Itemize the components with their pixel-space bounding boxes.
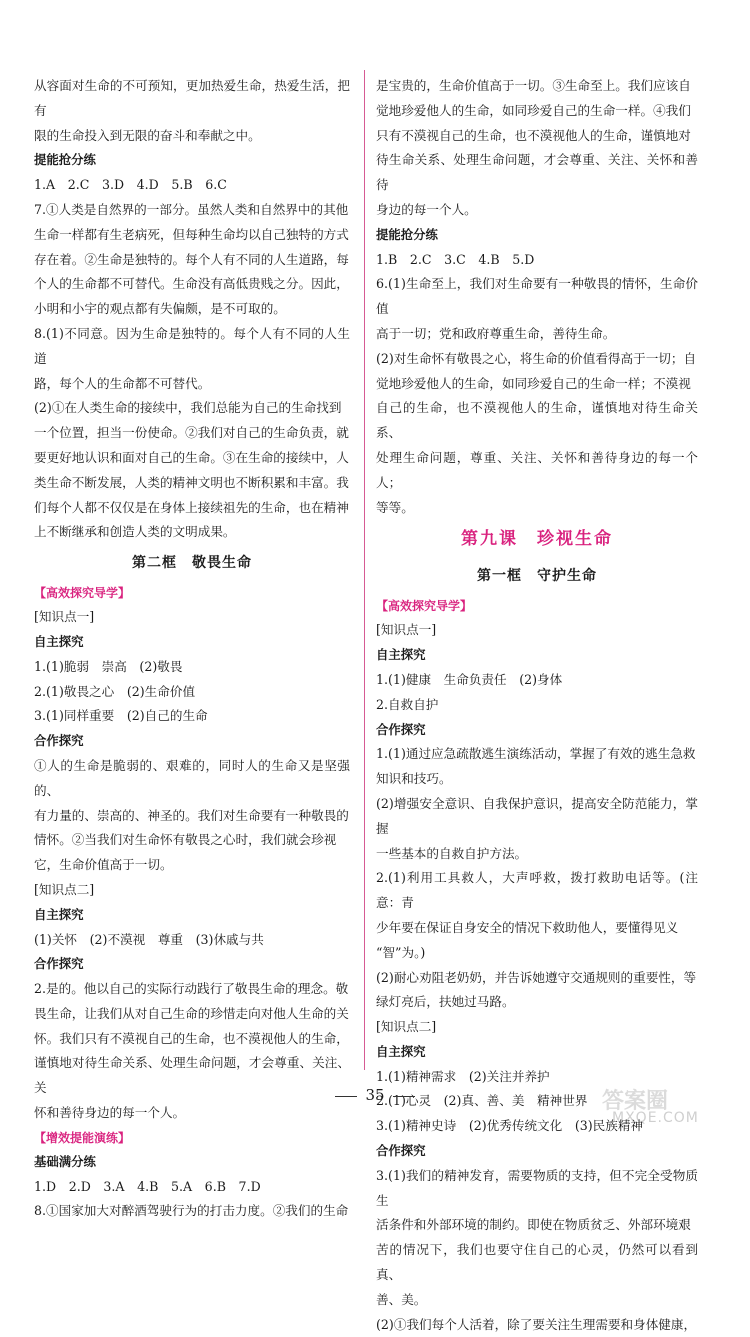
- text-line: (2)对生命怀有敬畏之心，将生命的价值看得高于一切；自: [376, 350, 697, 366]
- text-line: 8.(1)不同意。因为生命是独特的。每个人有不同的人生道: [34, 325, 350, 366]
- text-line: 它，生命价值高于一切。: [34, 857, 173, 873]
- section-tag: 【高效探究导学】: [34, 586, 131, 601]
- text-line: 苦的情况下，我们也要守住自己的心灵，仍然可以看到真、: [376, 1242, 698, 1283]
- text-line: 有力量的、崇高的、神圣的。我们对生命要有一种敬畏的: [34, 807, 349, 823]
- watermark-text: MXQE.COM: [612, 1110, 699, 1126]
- section-tag: 【高效探究导学】: [376, 599, 473, 614]
- text-line: 生命一样都有生老病死，但每种生命均以自己独特的方式: [34, 226, 349, 242]
- text-line: 绿灯亮后，扶她过马路。: [376, 994, 515, 1010]
- text-line: 1.(1)通过应急疏散逃生演练活动，掌握了有效的逃生急救: [376, 746, 696, 762]
- text-line: 谨慎地对待生命关系、处理生命问题，才会尊重、关注、关: [34, 1055, 350, 1096]
- text-line: 活条件和外部环境的制约。即使在物质贫乏、外部环境艰: [376, 1217, 691, 1233]
- text-line: 们每个人都不仅仅是在身体上接续祖先的生命，也在精神: [34, 499, 349, 515]
- text-line: 1.B 2.C 3.C 4.B 5.D: [376, 251, 535, 267]
- text-line: 上不断继承和创造人类的文明成果。: [34, 524, 236, 540]
- text-line: 1.A 2.C 3.D 4.D 5.B 6.C: [34, 177, 227, 193]
- section-label: 合作探究: [376, 721, 426, 737]
- section-label: 基础满分练: [34, 1153, 96, 1169]
- text-line: 2.是的。他以自己的实际行动践行了敬畏生命的理念。敬: [34, 981, 349, 997]
- column-divider: [364, 70, 365, 1070]
- text-line: 自己的生命，也不漠视他人的生命，谨慎地对待生命关系、: [376, 400, 698, 441]
- text-line: ①人的生命是脆弱的、艰难的，同时人的生命又是坚强的、: [34, 757, 350, 798]
- text-line: 高于一切；党和政府尊重生命，善待生命。: [376, 325, 616, 341]
- section-tag: 【增效提能演练】: [34, 1130, 131, 1145]
- text-line: (2)耐心劝阻老奶奶，并告诉她遵守交通规则的重要性，等: [376, 969, 697, 985]
- page-number-dash-right: [393, 1096, 415, 1097]
- knowledge-point-label: [知识点二]: [376, 1019, 437, 1035]
- text-line: 一个位置，担当一份使命。②我们对自己的生命负责，就: [34, 425, 349, 441]
- text-line: (2)①在人类生命的接续中，我们总能为自己的生命找到: [34, 400, 342, 416]
- section-label: 自主探究: [34, 906, 84, 922]
- text-line: 怀和善待身边的每一个人。: [34, 1105, 186, 1121]
- section-label: 提能抢分练: [34, 152, 96, 168]
- text-line: 8.①国家加大对醉酒驾驶行为的打击力度。②我们的生命: [34, 1203, 349, 1219]
- text-line: (2)①我们每个人活着，除了要关注生理需要和身体健康，: [376, 1316, 697, 1332]
- subsection-heading: 第二框 敬畏生命: [132, 555, 252, 572]
- text-line: 2.(1)心灵 (2)真、善、美 精神世界: [376, 1093, 588, 1109]
- section-label: 合作探究: [376, 1143, 426, 1159]
- text-line: 情怀。②当我们对生命怀有敬畏之心时，我们就会珍视: [34, 832, 337, 848]
- text-line: 觉地珍爱他人的生命，如同珍爱自己的生命一样。④我们: [376, 102, 691, 118]
- text-line: 3.(1)同样重要 (2)自己的生命: [34, 708, 208, 724]
- text-line: 待生命关系、处理生命问题，才会尊重、关注、关怀和善待: [376, 152, 698, 193]
- text-line: 个人的生命都不可替代。生命没有高低贵贱之分。因此，: [34, 276, 349, 292]
- text-line: 1.D 2.D 3.A 4.B 5.A 6.B 7.D: [34, 1178, 261, 1194]
- text-line: 少年要在保证自身安全的情况下救助他人，要懂得见义: [376, 919, 679, 935]
- text-line: “智”为。): [376, 944, 426, 960]
- text-line: 2.自救自护: [376, 696, 439, 712]
- watermark-logo: 答案圈: [602, 1089, 669, 1114]
- knowledge-point-label: [知识点二]: [34, 881, 95, 897]
- text-line: 类生命不断发展，人类的精神文明也不断积累和丰富。我: [34, 474, 349, 490]
- text-line: 要更好地认识和面对自己的生命。③在生命的接续中，人: [34, 449, 349, 465]
- text-line: 小明和小宇的观点都有失偏颇，是不可取的。: [34, 301, 286, 317]
- text-line: 处理生命问题，尊重、关注、关怀和善待身边的每一个人；: [376, 449, 698, 490]
- text-line: 只有不漠视自己的生命，也不漠视他人的生命，谨慎地对: [376, 127, 691, 143]
- text-line: 1.(1)脆弱 崇高 (2)敬畏: [34, 658, 183, 674]
- section-label: 合作探究: [34, 733, 84, 749]
- text-line: 畏生命，让我们从对自己生命的珍惜走向对他人生命的关: [34, 1005, 349, 1021]
- text-line: 2.(1)敬畏之心 (2)生命价值: [34, 683, 196, 699]
- text-line: 路，每个人的生命都不可替代。: [34, 375, 211, 391]
- text-line: 存在着。②生命是独特的。每个人有不同的人生道路，每: [34, 251, 349, 267]
- text-line: 1.(1)精神需求 (2)关注并养护: [376, 1068, 550, 1084]
- section-label: 自主探究: [376, 647, 426, 663]
- section-label: 提能抢分练: [376, 226, 438, 242]
- text-line: 知识和技巧。: [376, 771, 452, 787]
- right-column: [376, 74, 698, 1337]
- section-label: 自主探究: [34, 633, 84, 649]
- text-line: 等等。: [376, 499, 414, 515]
- text-line: 3.(1)精神史诗 (2)优秀传统文化 (3)民族精神: [376, 1118, 644, 1134]
- lesson-heading: 第九课 珍视生命: [461, 529, 613, 550]
- knowledge-point-label: [知识点一]: [34, 609, 95, 625]
- text-line: 7.①人类是自然界的一部分。虽然人类和自然界中的其他: [34, 201, 349, 217]
- text-line: (2)增强安全意识、自我保护意识，提高安全防范能力，掌握: [376, 795, 698, 836]
- text-line: 是宝贵的，生命价值高于一切。③生命至上。我们应该自: [376, 78, 691, 93]
- text-line: 善、美。: [376, 1291, 427, 1307]
- text-line: 3.(1)我们的精神发育，需要物质的支持，但不完全受物质生: [376, 1167, 698, 1208]
- text-line: 从容面对生命的不可预知，更加热爱生命，热爱生活，把有: [34, 78, 350, 118]
- section-label: 自主探究: [376, 1043, 426, 1059]
- text-line: 6.(1)生命至上，我们对生命要有一种敬畏的情怀，生命价值: [376, 276, 698, 317]
- knowledge-point-label: [知识点一]: [376, 622, 437, 638]
- section-label: 合作探究: [34, 956, 84, 972]
- subsection-heading: 第一框 守护生命: [477, 568, 597, 585]
- text-line: 怀。我们只有不漠视自己的生命，也不漠视他人的生命，: [34, 1030, 349, 1046]
- text-line: (1)关怀 (2)不漠视 尊重 (3)休戚与共: [34, 931, 264, 947]
- watermark: [592, 1084, 732, 1132]
- text-line: 限的生命投入到无限的奋斗和奉献之中。: [34, 127, 261, 143]
- text-line: 身边的每一个人。: [376, 201, 477, 217]
- page-number-text: 35: [365, 1086, 385, 1104]
- text-line: 觉地珍爱他人的生命，如同珍爱自己的生命一样；不漠视: [376, 375, 691, 391]
- page-number-dash-left: [335, 1096, 357, 1097]
- text-line: 1.(1)健康 生命负责任 (2)身体: [376, 671, 563, 687]
- text-line: 2.(1)利用工具救人，大声呼救，拨打救助电话等。(注意：青: [376, 870, 698, 911]
- text-line: 一些基本的自救自护方法。: [376, 845, 528, 861]
- left-column: [34, 74, 350, 1224]
